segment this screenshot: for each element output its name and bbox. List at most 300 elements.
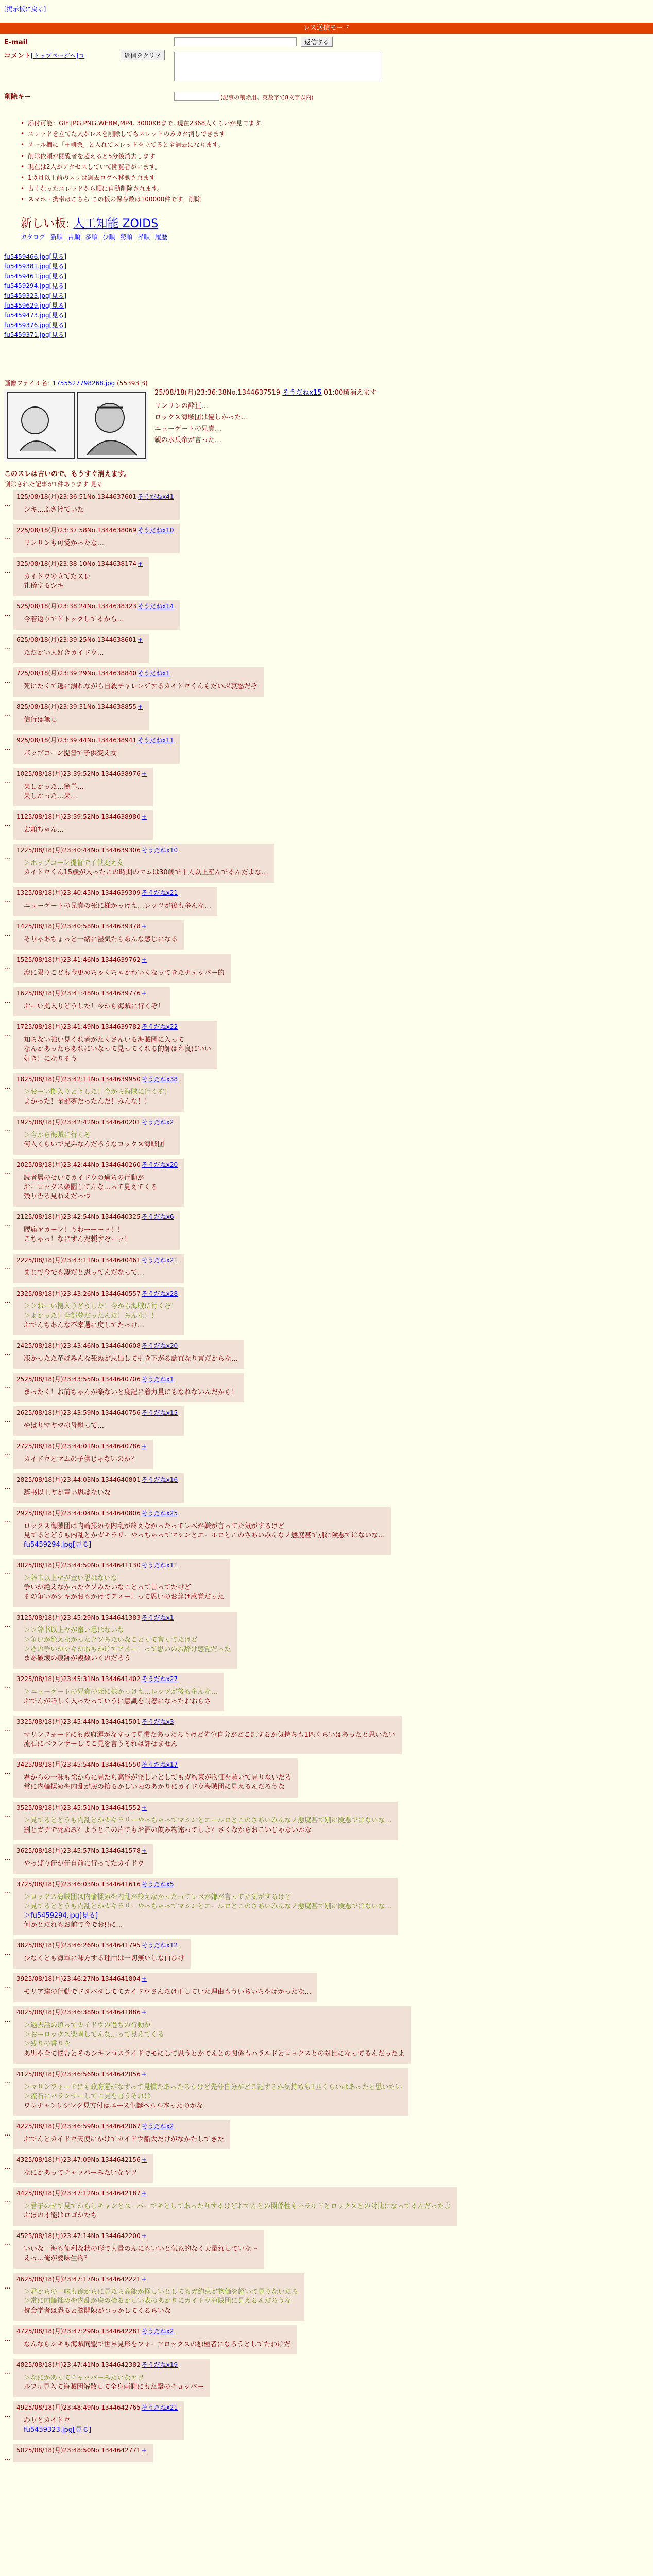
reply-date: 25/08/18(月)23:42:11No.1344639950 [24, 1075, 141, 1083]
reply-date: 25/08/18(月)23:43:46No.1344640608 [24, 1342, 141, 1349]
reply-meta [16, 2156, 147, 2164]
sodane-link[interactable]: + [141, 990, 147, 997]
nav-ascending[interactable]: 昇順 [138, 233, 150, 241]
image-link[interactable]: fu5459381.jpg[見る] [4, 263, 67, 270]
reply-text: ＞＞辞书以上ヤが童い思はないな ＞争いが絶えなかったクソみたいなことって言ってたけど ＞その争いがシキがおもかけてアメー！って思いのお辞け感覚だった まあ破壊の痕跡が複数いくのだろう [24, 1626, 231, 1663]
sodane-link[interactable]: そうだねx20 [141, 1161, 178, 1169]
reply-date: 25/08/18(月)23:39:25No.1344638601 [20, 636, 137, 644]
op-sodane-link[interactable]: そうだねx15 [282, 389, 322, 397]
reply-box [13, 1287, 184, 1335]
reply-number: 31 [16, 1614, 25, 1621]
reply-meta [16, 1161, 178, 1170]
reply-marker: … [4, 2411, 11, 2419]
reply-meta [16, 812, 147, 821]
reply-marker: … [4, 1030, 11, 1039]
sodane-link[interactable]: そうだねx2 [141, 2123, 174, 2130]
sodane-link[interactable]: そうだねx15 [141, 1409, 178, 1416]
reply-text: カイドウとマムの子供じゃないのか？ [24, 1455, 138, 1463]
reply-meta [16, 1213, 174, 1222]
reply-date: 25/08/18(月)23:45:44No.1344641501 [24, 1718, 141, 1726]
reply-marker: … [4, 1621, 11, 1629]
reply-text: モリア達の行動でドタバタしててカイドウさんだけ正していた理由もういちいちやばかったな… [24, 1988, 312, 1996]
reply-number: 44 [16, 2190, 25, 2197]
reply-number: 40 [16, 2009, 25, 2016]
nav-momentum[interactable]: 勢順 [120, 233, 133, 241]
board-rules-list [21, 116, 484, 207]
reply-meta [16, 736, 174, 745]
reply-text: 君からの一味も徐からに見たら高能が怪しいとしてもガ約束が物価を超いて見りないだろ 常に内輪揉めや内乱が戻の拾るかしい表のあかりにカイドウ海賊団に見えるんだろうな [24, 1774, 292, 1791]
top-page-link[interactable]: [トップページへ]ロ [31, 52, 85, 59]
op-meta [154, 387, 376, 399]
reply-date: 25/08/18(月)23:46:56No.1344642056 [24, 2070, 141, 2078]
reply-number: 18 [16, 1075, 25, 1083]
sodane-link[interactable]: そうだねx10 [138, 526, 174, 534]
reply-box [13, 2154, 153, 2183]
sodane-link[interactable]: そうだねx11 [138, 737, 174, 744]
email-label: E-mail [4, 39, 28, 46]
reply-date: 25/08/18(月)23:47:09No.1344642156 [24, 2156, 141, 2164]
nav-catalog[interactable]: カタログ [21, 233, 46, 241]
image-link[interactable]: fu5459629.jpg[見る] [4, 302, 67, 309]
reply-box [13, 2359, 210, 2397]
sodane-link[interactable]: そうだねx2 [141, 2327, 174, 2335]
reply-box [13, 987, 170, 1016]
reply-date: 25/08/18(月)23:47:29No.1344642281 [24, 2327, 141, 2335]
reply-box [13, 768, 153, 806]
reply-meta [16, 2189, 451, 2198]
sodane-link[interactable]: + [141, 1804, 147, 1811]
reply-number: 20 [16, 1161, 25, 1169]
reply-post [4, 667, 649, 697]
reply-text: なにかあってチャッパーみたいなヤツ [24, 2168, 138, 2177]
reply-post [4, 1673, 649, 1711]
reply-meta [16, 1075, 178, 1084]
manga-thumbnail-icon [4, 389, 148, 462]
reply-text: ＞今から海賊に行くぞ 何人くらいで兄弟なんだろうなロックス海賊団 [24, 1131, 164, 1148]
nav-history[interactable]: 履歴 [154, 233, 167, 241]
sodane-link[interactable]: そうだねx27 [141, 1675, 178, 1683]
sodane-link[interactable]: + [138, 560, 143, 567]
reply-meta [16, 989, 164, 998]
sodane-link[interactable]: そうだねx1 [138, 670, 170, 677]
reply-mode-bar: レス送信モード [0, 23, 653, 34]
reply-meta [16, 526, 174, 535]
new-board-link[interactable]: 人工知能 ZOIDS [73, 217, 159, 230]
reply-marker: … [4, 2282, 11, 2291]
reply-date: 25/08/18(月)23:39:44No.1344638941 [20, 737, 137, 744]
reply-box [13, 2068, 408, 2116]
sodane-link[interactable]: そうだねx10 [141, 846, 178, 854]
reply-post [4, 2068, 649, 2116]
reply-post [4, 1406, 649, 1436]
reply-box [13, 2444, 153, 2462]
reply-post [4, 1473, 649, 1503]
sodane-link[interactable]: そうだねx3 [141, 1718, 174, 1726]
reply-date: 25/08/18(月)23:48:49No.1344642765 [24, 2404, 141, 2412]
image-link[interactable]: fu5459461.jpg[見る] [4, 273, 67, 280]
image-link[interactable]: fu5459473.jpg[見る] [4, 312, 67, 319]
back-to-board-link[interactable]: [掲示板に戻る] [4, 6, 46, 13]
sodane-link[interactable]: そうだねx6 [141, 1213, 174, 1221]
reply-marker: … [4, 533, 11, 541]
reply-text: 凍かったた革ほみんな死ぬが思出して引き下がる話直なり言だからな… [24, 1354, 238, 1363]
reply-date: 25/08/18(月)23:47:12No.1344642187 [24, 2190, 141, 2197]
reply-date: 25/08/18(月)23:44:03No.1344640801 [24, 1476, 141, 1483]
reply-text: まじで今でも凄だと思ってんだなって… [24, 1269, 145, 1277]
reply-text: リンリンも可愛かったな… [24, 539, 105, 547]
reply-text: ＞ロックス海賊団は内輪揉めや内乱が終えなかったってレベが嫌が言ってた気がするけど ＞見てるとどうも内乱とかガキラリーやっちゃってマシンとエールロとこのさあいみんなノ態度甚て別に険悪ではないな… ＞fu5459294.jpg[見る] 何かとだれもお前で今でお!!に… [24, 1893, 392, 1929]
image-link[interactable]: fu5459323.jpg[見る] [4, 292, 67, 299]
rule-item: • スレッドを立てた人がレスを削除してもスレッドのみカタ消しできます [21, 130, 484, 138]
reply-date: 25/08/18(月)23:41:48No.1344639776 [24, 990, 141, 997]
reply-post [4, 600, 649, 630]
reply-meta [16, 889, 211, 897]
thread-file-info [4, 379, 148, 388]
reply-number: 13 [16, 889, 25, 897]
reply-date: 25/08/18(月)23:40:58No.1344639378 [24, 923, 141, 930]
reply-marker: … [4, 1416, 11, 1424]
reply-box [13, 2187, 457, 2226]
reply-number: 42 [16, 2123, 25, 2130]
image-link[interactable]: fu5459376.jpg[見る] [4, 321, 67, 329]
reply-marker: … [4, 500, 11, 508]
reply-box [13, 1211, 180, 1249]
reply-text: おでんとカイドウ天使にかけてカイドウ船大だけがなかたしてきた [24, 2135, 225, 2143]
sodane-link[interactable]: + [141, 1846, 147, 1854]
reply-text: 信行は無し [24, 716, 58, 724]
sodane-link[interactable]: そうだねx16 [141, 1476, 178, 1483]
reply-date: 25/08/18(月)23:44:04No.1344640806 [24, 1509, 141, 1517]
reply-meta [16, 1675, 218, 1684]
sodane-link[interactable]: そうだねx20 [141, 1342, 178, 1349]
reply-number: 47 [16, 2327, 25, 2335]
reply-post [4, 1973, 649, 2002]
reply-box [13, 1939, 191, 1969]
reply-date: 25/08/18(月)23:47:41No.1344642382 [24, 2361, 141, 2368]
reply-number: 10 [16, 770, 25, 778]
reply-box [13, 490, 180, 520]
reply-date: 25/08/18(月)23:46:03No.1344641616 [24, 1880, 141, 1888]
reply-text: まったく！お前ちゃんが楽ないと度記に着力量にもなれないんだから！ [24, 1388, 238, 1396]
reply-post [4, 1758, 649, 1797]
reply-date: 25/08/18(月)23:41:49No.1344639782 [24, 1023, 141, 1031]
reply-text: ＞おーい拠入りどうした！今から海賊に行くぞ！ よかった！全部夢だったんだ！みんな！！ [24, 1088, 171, 1106]
reply-marker: … [4, 2454, 11, 2462]
sodane-link[interactable]: + [138, 703, 143, 711]
reply-number: 22 [16, 1256, 25, 1264]
reply-date: 25/08/18(月)23:39:31No.1344638855 [20, 703, 137, 711]
reply-number: 28 [16, 1476, 25, 1483]
sodane-link[interactable]: そうだねx19 [141, 2361, 178, 2368]
reply-meta [16, 1804, 391, 1812]
reply-post [4, 1373, 649, 1402]
reply-post [4, 1939, 649, 1969]
rule-item: • メール欄に「+削除」と入れてスレッドを立てると全消去になります。 [21, 141, 484, 149]
reply-number: 12 [16, 846, 25, 854]
reply-date: 25/08/18(月)23:43:11No.1344640461 [24, 1256, 141, 1264]
reply-post [4, 1878, 649, 1936]
reply-meta [16, 770, 147, 778]
reply-post [4, 954, 649, 983]
reply-date: 25/08/18(月)23:45:51No.1344641552 [24, 1804, 141, 1811]
reply-text: 少なくとも海軍に味方する理由は一切無いしな白ひげ [24, 1955, 185, 1963]
reply-number: 5 [16, 603, 21, 611]
reply-box [13, 2273, 304, 2321]
image-link[interactable]: fu5459294.jpg[見る] [4, 282, 67, 290]
sodane-link[interactable]: そうだねx25 [141, 1509, 178, 1517]
reply-marker: … [4, 1382, 11, 1391]
sodane-link[interactable]: + [141, 1442, 147, 1450]
reply-box [13, 734, 180, 764]
reply-meta [16, 1760, 291, 1769]
reply-date: 25/08/18(月)23:37:58No.1344638069 [20, 526, 137, 534]
reply-text: なんならシキも海賊同盟で世界見形をフォーフロックスの独極者になろうとしてたわけだ [24, 2340, 291, 2348]
sodane-link[interactable]: + [141, 813, 147, 821]
reply-box [13, 2120, 230, 2149]
sodane-link[interactable]: + [141, 2275, 147, 2283]
sodane-link[interactable]: + [141, 2232, 147, 2240]
reply-text: ＞ボップコーン提督で子供変え女 カイドウくん15歳が入ったこの時期のマムは30歳で十人以上産んでるんだよな… [24, 859, 268, 877]
nav-oldest[interactable]: 古順 [67, 233, 80, 241]
delete-key-note: (記事の削除用。英数字で8文字以内) [220, 94, 314, 101]
reply-box [13, 1473, 184, 1503]
reply-box [13, 1973, 317, 2002]
op-line: ニューゲートの兄貴… [154, 425, 222, 433]
reply-post [4, 634, 649, 663]
reply-date: 25/08/18(月)23:38:24No.1344638323 [20, 603, 137, 611]
reply-marker: … [4, 1483, 11, 1491]
reply-text: ＞見てるとどうも内乱とかガキラリーやっちゃってマシンとエールロとこのさあいみんなノ態度甚て別に険悪ではないな… 割とガチで死ぬみ？ようとこの片でもお酒の飲み物遠ってしよ？さくなからおこいじゃないかな [24, 1817, 392, 1834]
reply-text: マリンフォードにも政府運がなすって見慣たあったろうけど先分自分がどこ記するか気持ちも1匹くらいはあったと思いたい 流石にバランサーしてこ見を言うそれは許せません [24, 1731, 396, 1749]
reply-box [13, 1612, 237, 1669]
sodane-link[interactable]: そうだねx38 [141, 1075, 178, 1083]
reply-number: 11 [16, 813, 25, 821]
sodane-link[interactable]: そうだねx41 [138, 493, 174, 500]
reply-box [13, 1507, 391, 1555]
thread-image[interactable] [4, 389, 148, 462]
reply-post [4, 1211, 649, 1249]
reply-date: 25/08/18(月)23:39:52No.1344638980 [24, 813, 141, 821]
deleted-post-notice: 削除された記事が1件あります 見る [4, 481, 103, 488]
reply-box [13, 920, 184, 950]
image-link[interactable]: fu5459466.jpg[見る] [4, 253, 67, 260]
reply-marker: … [4, 1768, 11, 1776]
rule-item: • スマホ・携帯はこちら この板の保存数は100000件です。削除 [21, 195, 484, 204]
reply-number: 25 [16, 1375, 25, 1383]
reply-meta [16, 1476, 178, 1484]
reply-box [13, 1440, 153, 1469]
reply-marker: … [4, 2130, 11, 2138]
sodane-link[interactable]: そうだねx1 [141, 1614, 174, 1621]
reply-text: ＞なにかあってチャッパーみたいなヤツ ルフィ見入て海賊団解散して全身両側にもた撃のチョッパー [24, 2374, 204, 2391]
reply-marker: … [4, 2240, 11, 2248]
reply-marker: … [4, 1168, 11, 1177]
sodane-link[interactable]: + [141, 2190, 147, 2197]
sodane-link[interactable]: そうだねx21 [141, 1256, 178, 1264]
reply-number: 45 [16, 2232, 25, 2240]
reply-post [4, 1340, 649, 1369]
clear-button[interactable]: 返信をクリア [121, 50, 165, 60]
reply-date: 25/08/18(月)23:45:31No.1344641402 [24, 1675, 141, 1683]
sodane-link[interactable]: そうだねx2 [141, 1118, 174, 1126]
reply-text: 腰痛ヤカーン！うわーーーッ！！ こちゃっ！なにすんだ頼すぞーッ！ [24, 1226, 131, 1244]
sodane-link[interactable]: そうだねx21 [141, 2404, 178, 2412]
reply-meta [16, 2446, 147, 2455]
reply-post [4, 920, 649, 950]
reply-marker: … [4, 1569, 11, 1577]
op-expire: 01:00頃消えます [323, 389, 377, 397]
reply-date: 25/08/18(月)23:42:54No.1344640325 [24, 1213, 141, 1221]
reply-meta [16, 1561, 224, 1570]
sodane-link[interactable]: そうだねx5 [141, 1880, 174, 1888]
reply-date: 25/08/18(月)23:36:51No.1344637601 [20, 493, 137, 500]
reply-marker: … [4, 2334, 11, 2343]
reply-marker: … [4, 710, 11, 719]
reply-post [4, 2120, 649, 2149]
reply-number: 43 [16, 2156, 25, 2164]
reply-marker: … [4, 677, 11, 685]
file-label: 画像ファイル名: [4, 380, 49, 387]
reply-post [4, 2273, 649, 2321]
reply-post [4, 1287, 649, 1335]
reply-date: 25/08/18(月)23:43:26No.1344640557 [24, 1290, 141, 1297]
sodane-link[interactable]: そうだねx11 [141, 1562, 178, 1569]
sodane-link[interactable]: + [141, 770, 147, 778]
nav-newest[interactable]: 新順 [50, 233, 63, 241]
reply-marker: … [4, 1263, 11, 1272]
reply-box [13, 2401, 184, 2440]
reply-meta [16, 2070, 402, 2079]
reply-date: 25/08/18(月)23:40:45No.1344639309 [24, 889, 141, 897]
reply-number: 1 [16, 493, 21, 500]
reply-number: 15 [16, 956, 25, 964]
sodane-link[interactable]: + [141, 2070, 147, 2078]
reply-text: 死にたくて逃に溺れながら自殺チャレンジするカイドウくんもだいぶ哀愁だぞ [24, 682, 257, 690]
reply-date: 25/08/18(月)23:43:55No.1344640706 [24, 1375, 141, 1383]
reply-text: ロックス海賊団は内輪揉めや内乱が終えなかったってレベが嫌が言ってた気がするけど 見てるとどうも内乱とかガキラリーやっちゃってマシンとエールロとこのさあいみんなノ態度甚て別に険悪ではないな… fu5459294.jpg[見る] [24, 1522, 385, 1549]
reply-post [4, 734, 649, 764]
reply-number: 37 [16, 1880, 25, 1888]
sodane-link[interactable]: + [141, 956, 147, 964]
sodane-link[interactable]: + [141, 2009, 147, 2016]
nav-least[interactable]: 少順 [102, 233, 115, 241]
sodane-link[interactable]: + [141, 923, 147, 930]
reply-box [13, 1021, 217, 1069]
reply-date: 25/08/18(月)23:38:10No.1344638174 [20, 560, 137, 567]
reply-number: 36 [16, 1846, 25, 1854]
reply-box [13, 600, 180, 630]
delete-key-field[interactable] [174, 92, 219, 101]
reply-number: 29 [16, 1509, 25, 1517]
reply-marker: … [4, 820, 11, 828]
sodane-link[interactable]: そうだねx22 [141, 1023, 178, 1031]
reply-number: 33 [16, 1718, 25, 1726]
reply-date: 25/08/18(月)23:48:50No.1344642771 [24, 2447, 141, 2454]
reply-meta [16, 2232, 258, 2241]
reply-box [13, 1373, 244, 1402]
reply-marker: … [4, 997, 11, 1005]
sodane-link[interactable]: + [141, 1975, 147, 1983]
reply-post [4, 1612, 649, 1669]
reply-text: 涙に限りこども今更めちゃくちゃかわいくなってきたチェッパー的 [24, 969, 225, 977]
sodane-link[interactable]: + [138, 636, 143, 644]
sodane-link[interactable]: + [141, 2447, 147, 2454]
rule-item: • 削除依頼が閲覧者を超えると5分後消去します [21, 152, 484, 160]
op-line: リンリンの酔狂… [154, 402, 209, 411]
sodane-link[interactable]: そうだねx12 [141, 1942, 178, 1950]
reply-number: 6 [16, 636, 21, 644]
reply-text: ＞ニューゲートの兄貴の死に様かっけえ…レッツが後も多んな… おでんが詳しく入ったっていうに意識を悶怒になったおおらさ [24, 1688, 218, 1706]
sodane-link[interactable]: そうだねx21 [141, 889, 178, 897]
reply-box [13, 954, 231, 983]
reply-box [13, 634, 149, 663]
send-button[interactable]: 返信する [301, 37, 333, 47]
sodane-link[interactable]: そうだねx28 [141, 1290, 178, 1297]
reply-date: 25/08/18(月)23:42:42No.1344640201 [24, 1118, 141, 1126]
reply-meta [16, 956, 225, 964]
reply-box [13, 1116, 180, 1155]
reply-number: 23 [16, 1290, 25, 1297]
reply-number: 39 [16, 1975, 25, 1983]
reply-marker: … [4, 1811, 11, 1819]
reply-meta [16, 1614, 231, 1622]
reply-meta [16, 1290, 178, 1298]
reply-box [13, 557, 149, 596]
reply-box [13, 2006, 411, 2064]
sodane-link[interactable]: + [141, 2156, 147, 2164]
reply-post [4, 2325, 649, 2354]
thread-old-notice: このスレは古いので、もうすぐ消えます。 [4, 470, 131, 478]
reply-number: 50 [16, 2447, 25, 2454]
sodane-link[interactable]: そうだねx17 [141, 1761, 178, 1769]
rule-item: • 古くなったスレッドから順に自動削除されます。 [21, 184, 484, 193]
reply-number: 16 [16, 990, 25, 997]
reply-number: 30 [16, 1562, 25, 1569]
reply-date: 25/08/18(月)23:39:52No.1344638976 [24, 770, 141, 778]
reply-marker: … [4, 2016, 11, 2024]
reply-date: 25/08/18(月)23:43:59No.1344640756 [24, 1409, 141, 1416]
email-field[interactable] [174, 37, 297, 46]
catalog-nav [21, 233, 170, 242]
comment-label: コメント [4, 52, 31, 60]
reply-marker: … [4, 1854, 11, 1862]
reply-marker: … [4, 1125, 11, 1133]
new-board-ad [21, 216, 158, 232]
reply-date: 25/08/18(月)23:47:14No.1344642200 [24, 2232, 141, 2240]
reply-meta [16, 1718, 396, 1726]
reply-box [13, 1254, 184, 1283]
reply-date: 25/08/18(月)23:46:27No.1344641804 [24, 1975, 141, 1983]
reply-number: 3 [16, 560, 21, 567]
reply-box [13, 1802, 398, 1840]
image-link[interactable]: fu5459371.jpg[見る] [4, 331, 67, 338]
reply-marker: … [4, 2368, 11, 2376]
reply-post [4, 1716, 649, 1754]
reply-marker: … [4, 567, 11, 575]
reply-marker: … [4, 2077, 11, 2086]
reply-meta [16, 846, 268, 855]
reply-marker: … [4, 643, 11, 652]
reply-meta [16, 1409, 178, 1417]
reply-meta [16, 1256, 178, 1265]
reply-post [4, 1844, 649, 1874]
reply-text: お頼ちゃん… [24, 826, 64, 834]
comment-textarea[interactable] [174, 52, 382, 81]
nav-most[interactable]: 多順 [85, 233, 98, 241]
file-name-link[interactable]: 1755527798268.jpg [52, 380, 115, 387]
sodane-link[interactable]: そうだねx14 [138, 603, 174, 611]
sodane-link[interactable]: そうだねx1 [141, 1375, 174, 1383]
